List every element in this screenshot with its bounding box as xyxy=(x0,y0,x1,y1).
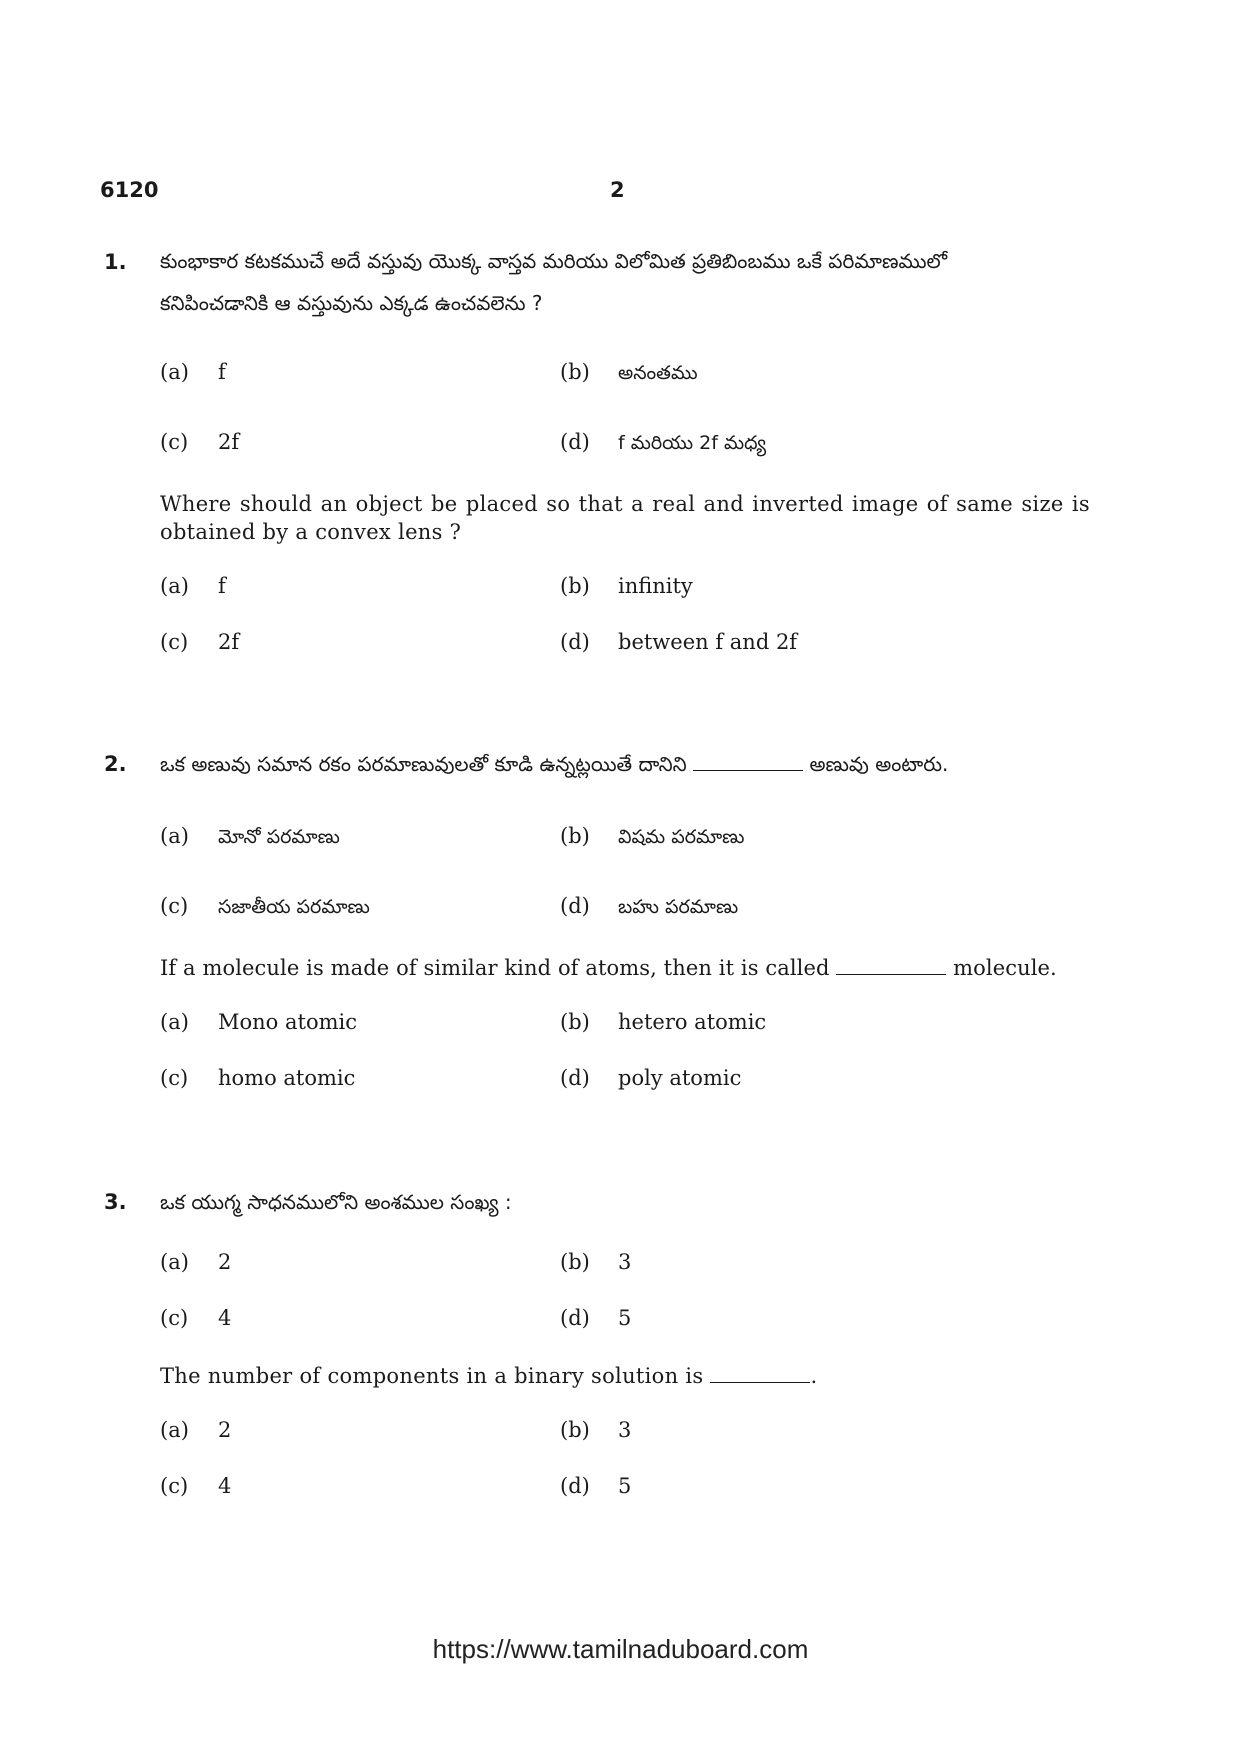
question-3-english-after-blank: . xyxy=(810,1364,818,1388)
option-text: between f and 2f xyxy=(618,630,798,654)
question-1-telugu-option-d xyxy=(560,430,766,459)
question-2-english-option-c xyxy=(160,1066,355,1090)
footer-url: https://www.tamilnaduboard.com xyxy=(432,1634,809,1664)
question-3-telugu-text: ఒక యుగ్మ సాధనములోని అంశముల సంఖ్య : xyxy=(160,1190,512,1214)
question-3-english-option-d xyxy=(560,1474,631,1498)
question-1-telugu-option-b xyxy=(560,360,698,389)
option-text: 5 xyxy=(618,1306,632,1330)
question-3-telugu-option-d xyxy=(560,1306,631,1330)
question-2-english-option-d xyxy=(560,1066,741,1090)
option-text: అనంతము xyxy=(618,362,698,384)
option-text: మోనో పరమాణు xyxy=(218,826,340,848)
question-3-english-text xyxy=(160,1362,1090,1390)
option-label: (a) xyxy=(160,574,189,598)
question-3-telugu-option-c xyxy=(160,1306,231,1330)
paper-code: 6120 xyxy=(100,178,159,202)
option-label: (c) xyxy=(160,894,189,918)
question-1-english-option-d xyxy=(560,630,797,654)
option-label: (d) xyxy=(560,430,590,454)
option-label: (c) xyxy=(160,1474,189,1498)
question-3-english-option-c xyxy=(160,1474,231,1498)
question-2-english-before-blank: If a molecule is made of similar kind of atoms, then it is called xyxy=(160,956,830,980)
option-text: f xyxy=(218,574,226,598)
option-text: 5 xyxy=(618,1474,632,1498)
option-label: (d) xyxy=(560,1066,590,1090)
option-text: 3 xyxy=(618,1418,632,1442)
option-label: (a) xyxy=(160,1010,189,1034)
option-text: బహు పరమాణు xyxy=(618,896,739,918)
option-text: f మరియు 2f మధ్య xyxy=(618,432,767,454)
question-3-telugu-option-b xyxy=(560,1250,631,1274)
option-text: 2f xyxy=(218,430,240,454)
option-text: 2 xyxy=(218,1250,232,1274)
option-label: (d) xyxy=(560,1474,590,1498)
question-2-telugu-after-blank: అణువు అంటారు. xyxy=(809,752,949,776)
option-text: hetero atomic xyxy=(618,1010,767,1034)
option-text: f xyxy=(218,360,226,384)
question-1-number: 1. xyxy=(104,250,127,274)
option-label: (d) xyxy=(560,630,590,654)
option-text: విషమ పరమాణు xyxy=(618,826,745,848)
question-3-english-option-a xyxy=(160,1418,231,1442)
option-label: (b) xyxy=(560,360,590,384)
option-text: 2 xyxy=(218,1418,232,1442)
option-label: (a) xyxy=(160,1418,189,1442)
question-1-english-option-c xyxy=(160,630,239,654)
option-text: 3 xyxy=(618,1250,632,1274)
question-2-number: 2. xyxy=(104,752,127,776)
question-2-telugu-text xyxy=(160,743,1090,785)
option-text: 4 xyxy=(218,1474,232,1498)
option-label: (c) xyxy=(160,1306,189,1330)
option-text: Mono atomic xyxy=(218,1010,357,1034)
option-label: (b) xyxy=(560,824,590,848)
question-2-telugu-option-b xyxy=(560,824,744,853)
question-1-telugu-option-a xyxy=(160,360,226,384)
question-2-english-text xyxy=(160,954,1090,982)
option-label: (b) xyxy=(560,1418,590,1442)
question-1-english-option-a xyxy=(160,574,226,598)
question-1-english-text: Where should an object be placed so that a real and inverted image of same size is obtained by a convex lens ? xyxy=(160,492,1090,544)
question-3-telugu-option-a xyxy=(160,1250,231,1274)
answer-blank xyxy=(710,1364,810,1383)
option-text: 2f xyxy=(218,630,240,654)
option-label: (c) xyxy=(160,1066,189,1090)
question-3-english-option-b xyxy=(560,1418,631,1442)
question-2-telugu-option-a xyxy=(160,824,340,853)
option-label: (a) xyxy=(160,1250,189,1274)
question-2-telugu-option-c xyxy=(160,894,370,923)
option-label: (b) xyxy=(560,1010,590,1034)
question-2-english-after-blank: molecule. xyxy=(953,956,1057,980)
option-label: (a) xyxy=(160,824,189,848)
option-label: (b) xyxy=(560,574,590,598)
option-text: infinity xyxy=(618,574,693,598)
answer-blank xyxy=(693,752,803,771)
question-1-telugu-line-2: కనిపించడానికి ఆ వస్తువును ఎక్కడ ఉంచవలెను ? xyxy=(160,291,543,315)
option-label: (d) xyxy=(560,1306,590,1330)
question-1-telugu-option-c xyxy=(160,430,239,454)
question-2-english-option-a xyxy=(160,1010,357,1034)
option-label: (d) xyxy=(560,894,590,918)
option-text: సజాతీయ పరమాణు xyxy=(218,896,370,918)
question-2-telugu-before-blank: ఒక అణువు సమాన రకం పరమాణువులతో కూడి ఉన్నట్లయితే దానిని xyxy=(160,752,687,776)
question-2-english-option-b xyxy=(560,1010,766,1034)
question-3-english-before-blank: The number of components in a binary solution is xyxy=(160,1364,704,1388)
question-1-telugu-line-1: కుంభాకార కటకముచే అదే వస్తువు యొక్క వాస్తవ మరియు విలోమిత ప్రతిబింబము ఒకే పరిమాణములో xyxy=(160,249,948,273)
option-label: (a) xyxy=(160,360,189,384)
option-text: poly atomic xyxy=(618,1066,742,1090)
option-label: (b) xyxy=(560,1250,590,1274)
question-1-english-option-b xyxy=(560,574,693,598)
answer-blank xyxy=(836,956,946,975)
option-text: 4 xyxy=(218,1306,232,1330)
option-label: (c) xyxy=(160,430,189,454)
option-label: (c) xyxy=(160,630,189,654)
question-1-telugu-text xyxy=(160,240,1090,324)
question-3-number: 3. xyxy=(104,1190,127,1214)
question-2-telugu-option-d xyxy=(560,894,738,923)
page-number: 2 xyxy=(610,178,625,202)
option-text: homo atomic xyxy=(218,1066,356,1090)
